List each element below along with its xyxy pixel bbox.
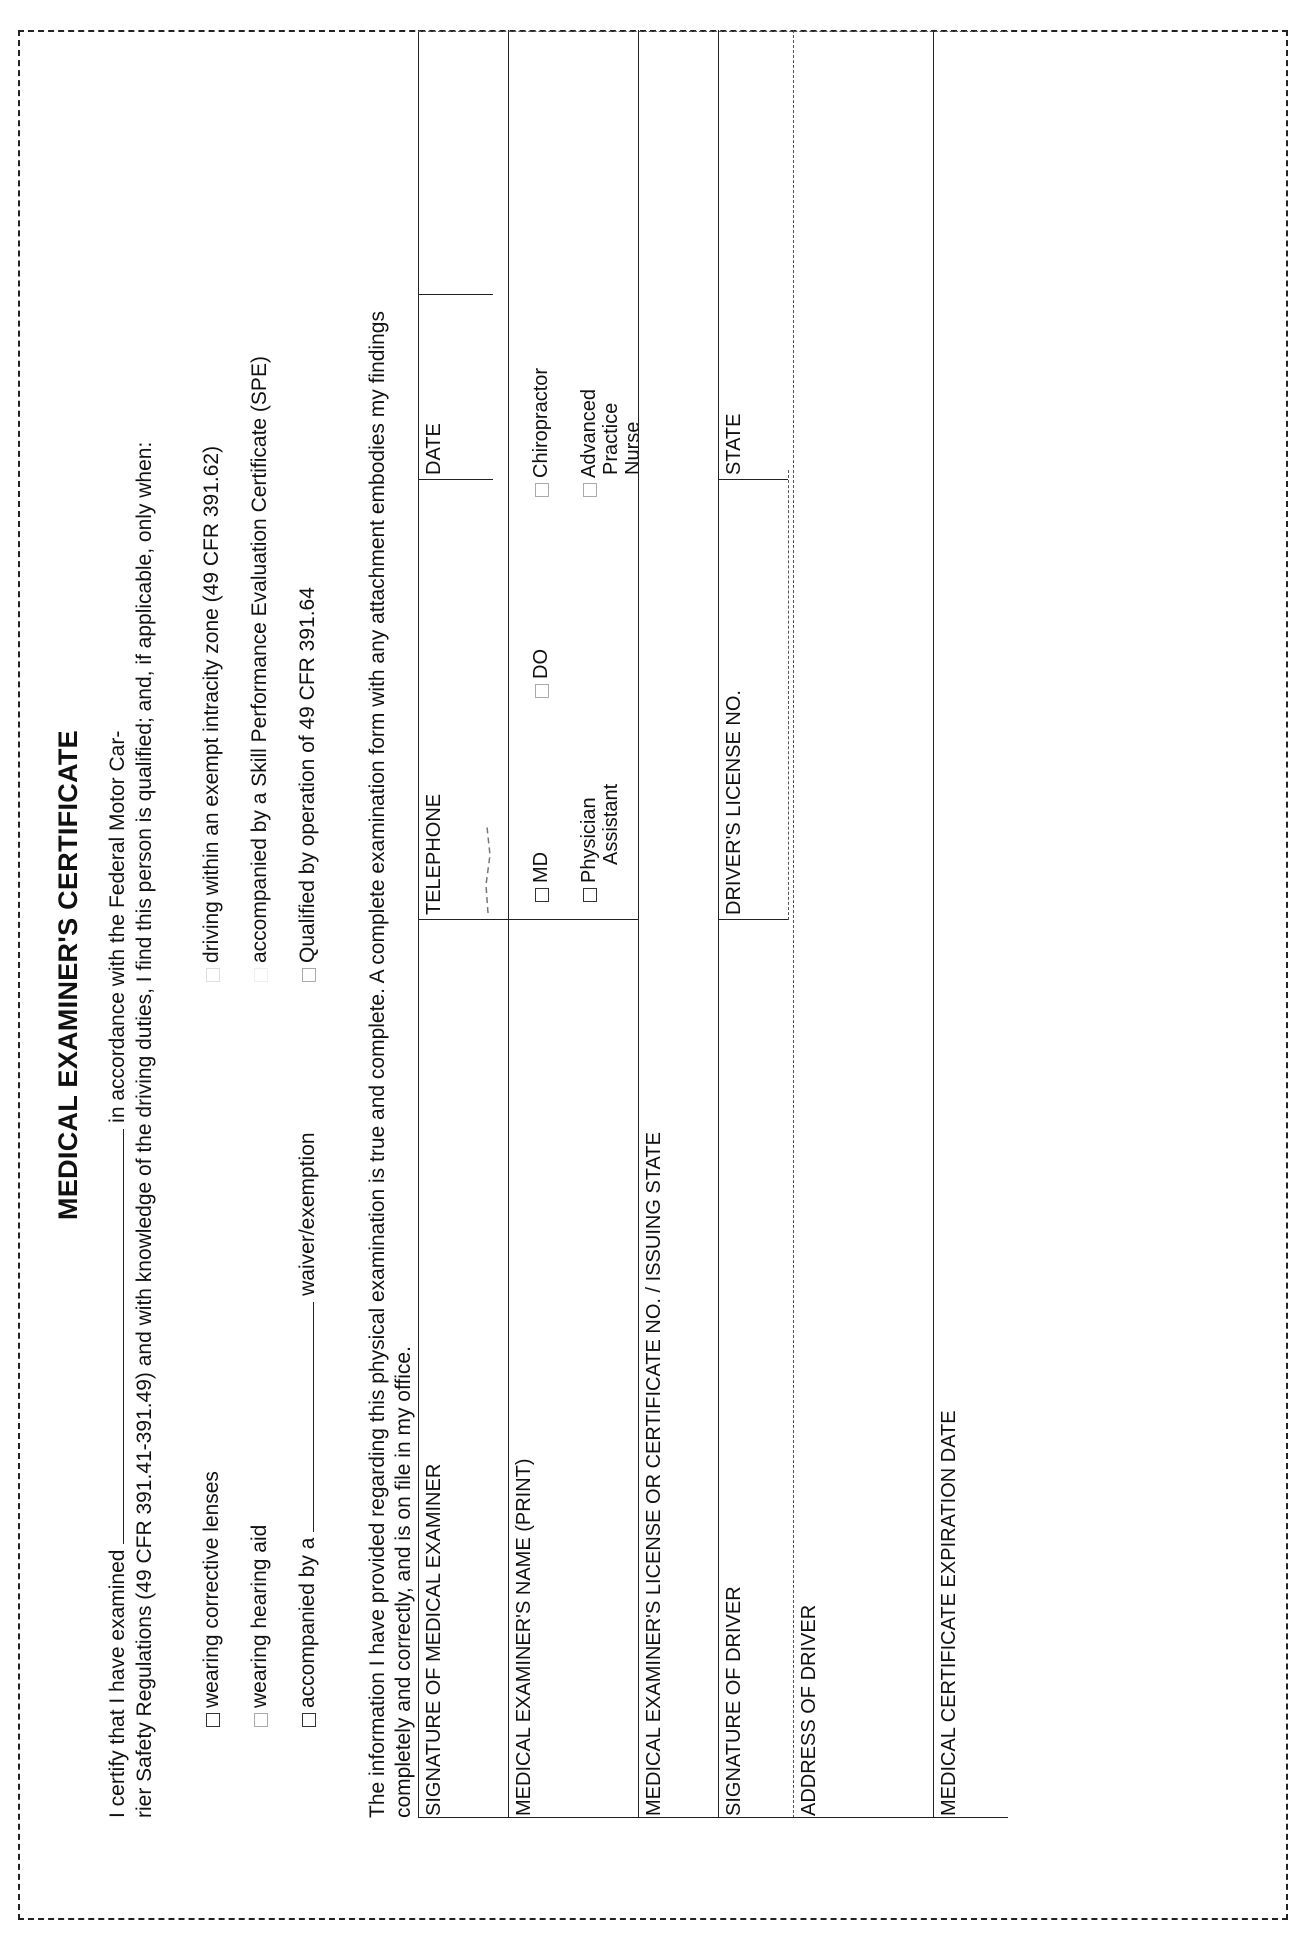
qualified-operation-checkbox[interactable] <box>302 968 316 982</box>
rule-type-left <box>508 919 638 920</box>
rule-grid-right <box>418 31 1008 32</box>
intracity-label: driving within an exempt intracity zone (49 CFR 391.62) <box>200 445 223 963</box>
condition-intracity <box>198 446 225 982</box>
rule-date-left <box>418 479 493 480</box>
attestation-line-1: The information I have provided regarding this physical examination is true and complete. A complete examination form with any attachment embodies my findings <box>366 311 389 1818</box>
pa-checkbox[interactable] <box>583 888 597 902</box>
license-label: MEDICAL EXAMINER'S LICENSE OR CERTIFICATE NO. / ISSUING STATE <box>643 1132 665 1816</box>
intro-line-2: rier Safety Regulations (49 CFR 391.41-391.49) and with knowledge of the driving duties, I find this person is qualified; and, if applicable, only when: <box>133 441 156 1818</box>
attestation-line-2: completely and correctly, and is on file in my office. <box>392 1346 415 1818</box>
apn-label-line3: Nurse <box>622 421 644 475</box>
chiropractor-label: Chiropractor <box>530 367 552 478</box>
condition-spe <box>246 356 273 982</box>
waiver-label: waiver/exemption <box>296 1132 319 1296</box>
condition-corrective-lenses <box>198 1471 225 1727</box>
condition-qualified-operation <box>294 587 321 982</box>
condition-hearing-aid <box>246 1525 273 1727</box>
state-label: STATE <box>723 413 745 475</box>
rule-row4-top <box>718 30 719 1818</box>
rule-date-right <box>418 294 493 295</box>
sig-examiner-label: SIGNATURE OF MEDICAL EXAMINER <box>423 1463 445 1816</box>
examiner-signature-mark <box>476 825 498 915</box>
spe-checkbox[interactable] <box>254 968 268 982</box>
examiner-name-label: MEDICAL EXAMINER'S NAME (PRINT) <box>513 1458 535 1816</box>
address-label: ADDRESS OF DRIVER <box>798 1604 820 1816</box>
accompanied-label: accompanied by a <box>296 1537 319 1708</box>
chiropractor-checkbox[interactable] <box>535 483 549 497</box>
rule-dl-left <box>718 919 788 920</box>
apn-label-line2: Practice <box>600 402 622 475</box>
md-checkbox[interactable] <box>535 888 549 902</box>
spe-label: accompanied by a Skill Performance Evaluation Certificate (SPE) <box>248 356 271 963</box>
rule-row1-top <box>418 30 419 1818</box>
rule-row5-top <box>793 30 794 1818</box>
apn-label-line1: Advanced <box>578 389 600 478</box>
examinee-name-blank[interactable] <box>123 1129 124 1544</box>
drivers-license-label: DRIVER'S LICENSE NO. <box>723 690 745 915</box>
qualified-operation-label: Qualified by operation of 49 CFR 391.64 <box>296 587 319 963</box>
sig-driver-label: SIGNATURE OF DRIVER <box>723 1586 745 1816</box>
rule-tel-left <box>418 919 508 920</box>
intracity-checkbox[interactable] <box>206 968 220 982</box>
rule-row3-top <box>638 30 639 1818</box>
pa-label-line2: Assistant <box>600 783 622 865</box>
condition-accompanied <box>294 1132 321 1727</box>
intro-text-b: in accordance with the Federal Motor Car- <box>106 730 129 1123</box>
date-label: DATE <box>423 423 445 475</box>
telephone-label: TELEPHONE <box>423 793 445 915</box>
hearing-aid-checkbox[interactable] <box>254 1713 268 1727</box>
expiration-label: MEDICAL CERTIFICATE EXPIRATION DATE <box>938 1410 960 1816</box>
corrective-lenses-checkbox[interactable] <box>206 1713 220 1727</box>
apn-checkbox[interactable] <box>583 483 597 497</box>
do-option <box>530 649 552 698</box>
pa-option <box>578 797 600 902</box>
hearing-aid-label: wearing hearing aid <box>248 1524 271 1708</box>
rule-state-left <box>718 479 788 480</box>
do-label: DO <box>530 649 552 679</box>
do-checkbox[interactable] <box>535 684 549 698</box>
rule-row6-top <box>933 30 934 1818</box>
intro-line-1 <box>104 731 131 1818</box>
accompanied-checkbox[interactable] <box>302 1713 316 1727</box>
chiropractor-option <box>530 368 552 497</box>
pa-label-line1: Physician <box>578 797 600 883</box>
apn-option <box>578 389 600 497</box>
certificate-form <box>18 30 1288 1920</box>
md-option <box>530 852 552 902</box>
rule-row2-top <box>508 30 509 1818</box>
form-title: MEDICAL EXAMINER'S CERTIFICATE <box>53 730 83 1220</box>
rule-grid-left <box>418 1817 1008 1818</box>
intro-text-a: I certify that I have examined <box>106 1549 129 1818</box>
waiver-blank[interactable] <box>313 1302 314 1532</box>
rule-row4-dashed <box>788 470 789 920</box>
corrective-lenses-label: wearing corrective lenses <box>200 1471 223 1708</box>
md-label: MD <box>530 851 552 883</box>
